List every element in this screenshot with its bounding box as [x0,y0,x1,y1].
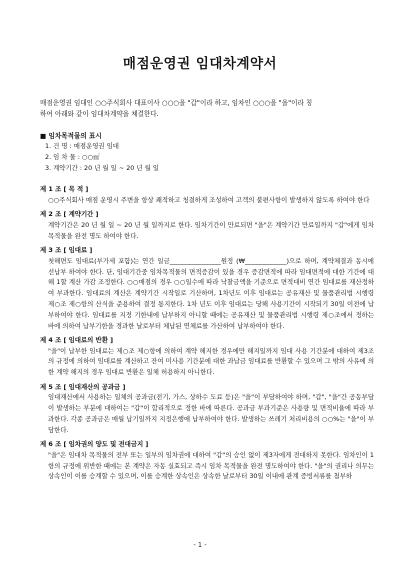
article-list [40,184,374,486]
article-2 [40,209,374,241]
article-title: 제 2 조 [ 계약기간 ] [40,210,99,219]
document-title: 매점운영권 임대차계약서 [122,56,278,72]
property-item: 2. 임 차 물 : ○○㎡ [45,153,100,161]
property-item: 1. 건 명 : 매점운영권 임대 [45,142,119,150]
article-3 [40,245,374,331]
intro-line: 매점운영권 임대인 ○○주식회사 대표이사 ○○○을 "갑"이라 하고, 임차인 ○○○을 "을"이라 칭 [40,99,313,107]
article-title: 제 3 조 [ 임대료 ] [40,245,93,254]
article-body: "을"이 납부한 임대료는 제○조 제○항에 의하여 계약 해지한 경우에만 해지일까지 임대 사용 기간분에 대하여 제3조의 규정에 의하여 임대료를 계산하고 잔여 미사용 기간분에 대한 과납금 임대료를 반환할 수 있으며 그 밖의 사유에 의한 계약 해지의 경우 임대료 반환은 일체 허용하지 아니한다. [48,346,374,377]
intro-paragraph [40,98,370,120]
property-item: 3. 계약기간 : 20 년 월 일 ~ 20 년 월 일 [45,164,159,172]
article-title: 제 5 조 [ 임대재산의 공과금 ] [40,382,126,391]
article-5 [40,382,374,436]
intro-line: 하여 아래와 같이 임대차계약을 체결한다. [40,110,159,118]
article-body: 계약기간은 20 년 월 일 ~ 20 년 월 일까지로 한다. 임차기간이 만료되면 "을"은 계약기간 만료일까지 "갑"에게 임차 목적물을 완전 명도 하여야 한다. [48,220,374,240]
article-4 [40,335,374,378]
property-section-heading: ■ 임차목적물의 표시 [40,132,102,140]
article-title: 제 6 조 [ 임차권의 양도 및 전대금지 ] [40,440,149,449]
article-body: 임대재산에서 사용하는 일체의 공과금(전기, 가스, 상하수 도료 등)은 "을"이 부담하여야 하며, "갑", "을"간 공동부담이 발생하는 부분에 대하여는 "갑"이 합리적으로 정한 바에 따른다. 공과금 부과기준은 사용량 및 면적비율에 따라 부과한다. 각종 공과금은 매월 납기일까지 지정은행에 납부하여야 한다. 발생하는 쓰레기 처리비용의 ○○%는 "을"이 부담한다. [48,393,374,434]
page-number: - 1 - [193,541,207,549]
article-body: 첫해면도 임대료(부가세 포함)는 연간 일금________________원정 (₩_____________)으로 하며, 계약체결과 동시에 선납부 하여야 한다. 단, 임대기간중 임차목적물의 면적증감이 있을 경우 증감면적에 따라 임대면적에 대한 기간에 대해 1할 계산 가감 조정한다. ○○매점의 경우 ○○일수에 따라 낙찰금액을 기준으로 면적대비 연간 임대료를 재산정하여 부과한다. 임대료의 계산은 계약기간 시작일로 기산하며, 1차년도 이후 임대료는 공유재산 및 물품관리법 시행령 제○조 제○항의 산식을 준용하여 결정 통지한다. 1차 년도 이후 임대료는 당해 사용기간이 시작되기 30일 이전에 납부하여야 한다. 임대료를 지정 기한내에 납부하지 아니할 때에는 공유재산 및 물품관리법 시행령 제○조에서 정하는 바에 의하여 납부기한을 경과한 날로부터 체납된 연체료를 가산하여 납부하여야 한다. [48,256,374,330]
article-title: 제 1 조 [ 목 적 ] [40,185,89,193]
article-1 [40,184,374,206]
property-list [45,141,365,174]
article-title: 제 4 조 [ 임대료의 반환 ] [40,335,114,344]
article-body: "을"은 임대차 목적물의 전부 또는 일부의 임차권에 대하여 "갑"의 승인 없이 제3자에게 전대하지 못한다. 임차인이 1항의 규정에 위반한 때에는 본 계약은 자동 실효되고 즉시 임차 목적물을 완전 명도하여야 한다. "을"의 권리나 의무는 상속인이 이를 승계할 수 있으며, 이를 승계한 상속인은 상속한 날로부터 30일 이내에 관계 증빙서류를 첨부하 [48,450,374,481]
article-body: ○○주식회사 매점 운영시 주변을 항상 쾌적하고 청결하게 조성하여 고객의 불편사항이 발생하지 않도록 하여야 한다 [48,195,370,204]
article-6 [40,439,374,482]
